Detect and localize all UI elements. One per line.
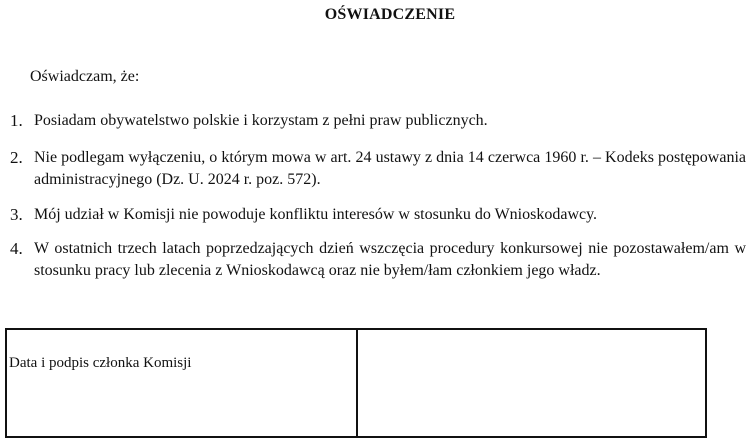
declaration-item-4 (10, 238, 746, 282)
signature-row (6, 329, 706, 437)
item-text: Nie podlegam wyłączeniu, o którym mowa w art. 24 ustawy z dnia 14 czerwca 1960 r. – Kodeks postępowania administracyjnego (Dz. U. 2024 r. poz. 572). (34, 149, 746, 188)
declaration-item-1 (10, 110, 746, 132)
item-number: 4. (10, 239, 23, 258)
signature-table (5, 328, 707, 438)
signature-label-cell (6, 329, 357, 437)
signature-label: Data i podpis członka Komisji (9, 355, 192, 371)
document-title: OŚWIADCZENIE (324, 6, 456, 23)
item-text: Posiadam obywatelstwo polskie i korzystam z pełni praw publicznych. (34, 112, 488, 129)
item-number: 3. (10, 205, 23, 224)
item-number: 2. (10, 148, 23, 167)
intro-text: Oświadczam, że: (30, 68, 140, 85)
item-text: W ostatnich trzech latach poprzedzających dzień wszczęcia procedury konkursowej nie pozostawałem/am w stosunku pracy lub zlecenia z Wnioskodawcą oraz nie byłem/łam członkiem jego władz. (34, 240, 746, 279)
signature-field[interactable] (357, 329, 706, 437)
item-number: 1. (10, 111, 23, 130)
declaration-item-2 (10, 147, 746, 191)
declaration-item-3 (10, 204, 746, 226)
item-text: Mój udział w Komisji nie powoduje konfliktu interesów w stosunku do Wnioskodawcy. (34, 206, 598, 223)
